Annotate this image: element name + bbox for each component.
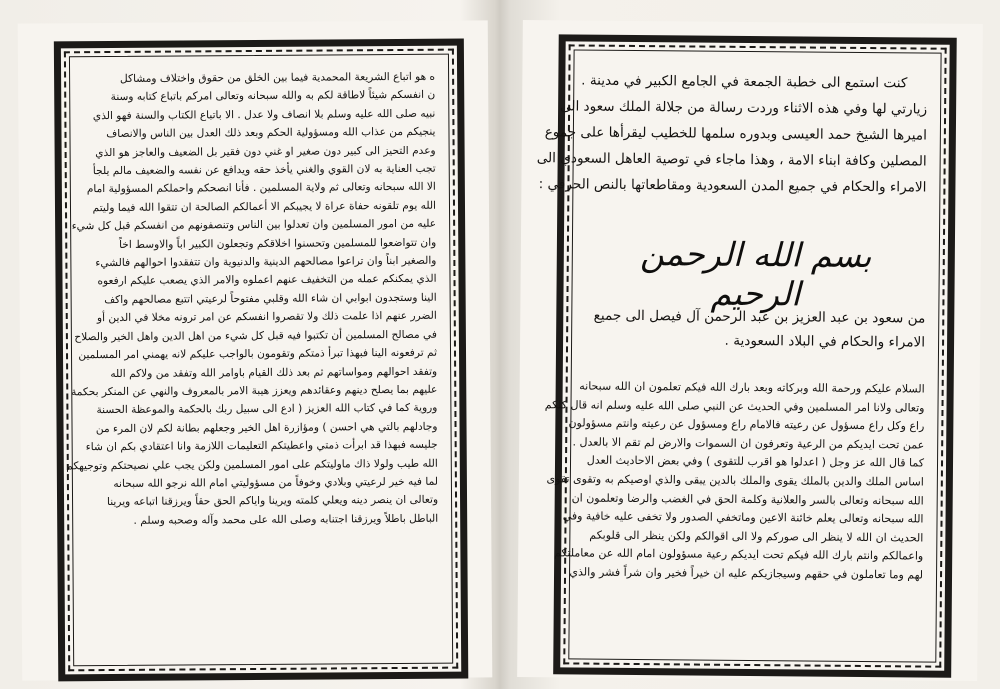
body-line: كما قال الله عز وجل ( اعدلوا هو اقرب للتقوى ) وفي بعض الاحاديث العدل [586, 453, 925, 470]
text-line: ينجيكم من عذاب الله ومسؤولية الحكم وبعد ذلك العدل بين الناس والانصاف [106, 125, 436, 141]
body-line: اساس الملك والدين بالملك يقوى والملك بالدين يبقى والذي اوصيكم به وتقوى تقوى [546, 472, 924, 489]
text-line: وان تتواضعوا للمسلمين وتحسنوا اخلاقكم وتجعلون الكبير اباً والاوسط اخاً [119, 236, 437, 251]
text-line: وعدم التحيز الى كبير دون صغير او غني دون فقير بل الضعيف والعاجز هو الذي [95, 144, 436, 159]
address-line: الامراء والحكام في البلاد السعودية . [724, 332, 926, 351]
right-page [517, 20, 983, 681]
intro-line: كنت استمع الى خطبة الجمعة في الجامع الكبير في مدينة . [581, 72, 908, 92]
letter-body [544, 378, 925, 585]
text-line: تجب العناية به لان القوي والغني يأخذ حقه ويدافع عن نفسه والضعيف مالم يلجأ [92, 162, 436, 178]
text-line: ثم ترفعونه الينا فبهذا تبرأ ذمتكم وتقومون بالواجب عليكم لانه يهمني امر المسلمين [78, 346, 438, 362]
intro-line: زيارتي لها وفي هذه الاثناء وردت رسالة من جلالة الملك سعود الى [559, 98, 928, 118]
text-line: الضرر عنهم اذا علمت ذلك ولا تقصروا انفسكم عن امر ترونه مخلا في الدين أو [96, 310, 437, 325]
text-line: عليه من امور المسلمين وان تعدلوا بين الناس وتنصفونهم من انفسكم قبل كل شيء [71, 217, 437, 233]
text-line: ه هو اتباع الشريعة المحمدية فيما بين الخلق من حقوق واختلاف ومشاكل [119, 70, 436, 85]
text-line: نبيه صلى الله عليه وسلم بلا انصاف ولا عدل . الا باتباع الكتاب والسنة فهو الذي [92, 107, 436, 122]
body-line: عمن تحت ايديكم من الرعية وتعرفون ان السموات والارض لم تقم الا بالعدل . [572, 435, 925, 452]
left-page-ornamental-border [54, 39, 468, 682]
text-line: وروية كما في كتاب الله العزيز ( ادع الى سبيل ربك بالحكمة والموعظة الحسنة [96, 402, 438, 417]
body-line: الله سبحانه وتعالى يعلم خائنة الاعين وماتخفي الصدور ولا تخفى عليه خافية وفي [562, 509, 924, 526]
text-line: ن انفسكم شيئاً لاطاقة لكم به والله سبحانه وتعالى امركم باتباع كتابه وسنة [110, 89, 436, 104]
text-line: الا الله سبحانه وتعالى ثم ولاية المسلمين . فأنا انصحكم واحملكم المسؤولية امام [86, 181, 436, 196]
intro-line: المصلين وكافة ابناء الامة ، وهذا ماجاء في توصية العاهل السعودي الى [536, 150, 927, 170]
body-line: السلام عليكم ورحمة الله وبركاته وبعد بارك الله فيكم تعلمون ان الله سبحانه [579, 379, 925, 396]
basmala-heading: بسم الله الرحمن الرحيم [639, 234, 872, 314]
text-line: الينا وستجدون ابوابي ان شاء الله وقلبي مفتوحاً لرعيتي اتتبع مصالحهم واكف [104, 291, 437, 306]
intro-line: الامراء والحكام في جميع المدن السعودية ومقاطعاتها بالنص الحرفي : [538, 176, 927, 196]
body-line: الحديث ان الله لا ينظر الى صوركم ولا الى اقوالكم ولكن ينظر الى قلوبكم [589, 528, 924, 545]
text-line: الله يوم تلقونه حفاة عراة لا يجيبكم الا أعمالكم الصالحة ان تتقوا الله فيما وليتم [92, 199, 437, 214]
right-page-ornamental-border [536, 34, 957, 677]
text-line: وتفقد احوالهم ومواساتهم ثم بعد ذلك القيام باوامر الله وتفقد من ولاكم الله [110, 365, 438, 380]
text-line: والصغير ابناً وان تراعوا مصالحهم الدينية والدنيوية وان تتفقدوا احوالهم فالشيء [95, 254, 437, 270]
left-page-text [66, 68, 439, 656]
body-line: راع وكل راع مسؤول عن رعيته فالامام راع ومسؤول عن رعيته وانتم مسؤولون [568, 416, 925, 433]
text-line: الباطل باطلاً ويرزقنا اجتنابه وصلى الله على محمد وآله وصحبه وسلم . [133, 512, 439, 527]
letter-address [585, 304, 925, 355]
body-line: لهم وما تعاملون في حقهم وسيجازيكم عليه ان خيراً فخير وان شراً فشر والذي [569, 565, 924, 582]
intro-paragraph [536, 68, 928, 201]
text-line: وتعالى ان ينصر دينه ويعلي كلمته ويرينا واياكم الحق حقاً ويرزقنا اتباعه ويرينا [106, 494, 439, 509]
text-line: وجادلهم بالتي هي احسن ) ومؤازرة اهل الخير وجعلهم بطانة لكم لان المرء من [95, 420, 438, 435]
text-line: الذي يمكنكم عمله من التخفيف عنهم اعملوه والامر الذي يصعب عليكم ارفعوه [97, 273, 437, 288]
text-line: في مصالح المسلمين أن تكتبوا فيه قبل كل شيء من اهل الدين واهل الخير والصلاح [74, 328, 437, 343]
body-line: الله سبحانه وتعالى بالسر والعلانية وكلمة الحق في الغضب والرضا وتعلمون ان [571, 491, 924, 508]
text-line: لما فيه خير لرعيتي وبلادي وخوفاً من مسؤوليتي امام الله نرجو الله سبحانه [113, 475, 438, 490]
body-line: واعمالكم وانتم بارك الله فيكم تحت ايديكم رعية مسؤولون امام الله عن معاملتكم [554, 546, 924, 563]
intro-line: اميرها الشيخ حمد العيسى وبدوره سلمها للخطيب ليقرأها على جموع [544, 124, 927, 144]
left-page [18, 20, 493, 680]
text-line: الله طيب ولولا ذاك ماوليتكم على امور المسلمين ولكن يجب علي نصيحتكم وتوجيهكم [66, 457, 438, 472]
address-line: من سعود بن عبد العزيز بن عبد الرحمن آل فيصل الى جميع [593, 307, 926, 327]
body-line: وتعالى ولانا امر المسلمين وفي الحديث عن النبي صلى الله عليه وسلم انه قال كلكم [544, 397, 925, 415]
text-line: عليهم بما يصلح دينهم وعقائدهم ويعزز هيبة الامر بالمعروف والنهي عن المنكر بحكمة [71, 383, 438, 399]
text-line: جليسه فبهذا قد ابرأت ذمتي واعطيتكم التعليمات اللازمة وانا اعتقادي بكم ان شاء [85, 438, 438, 454]
